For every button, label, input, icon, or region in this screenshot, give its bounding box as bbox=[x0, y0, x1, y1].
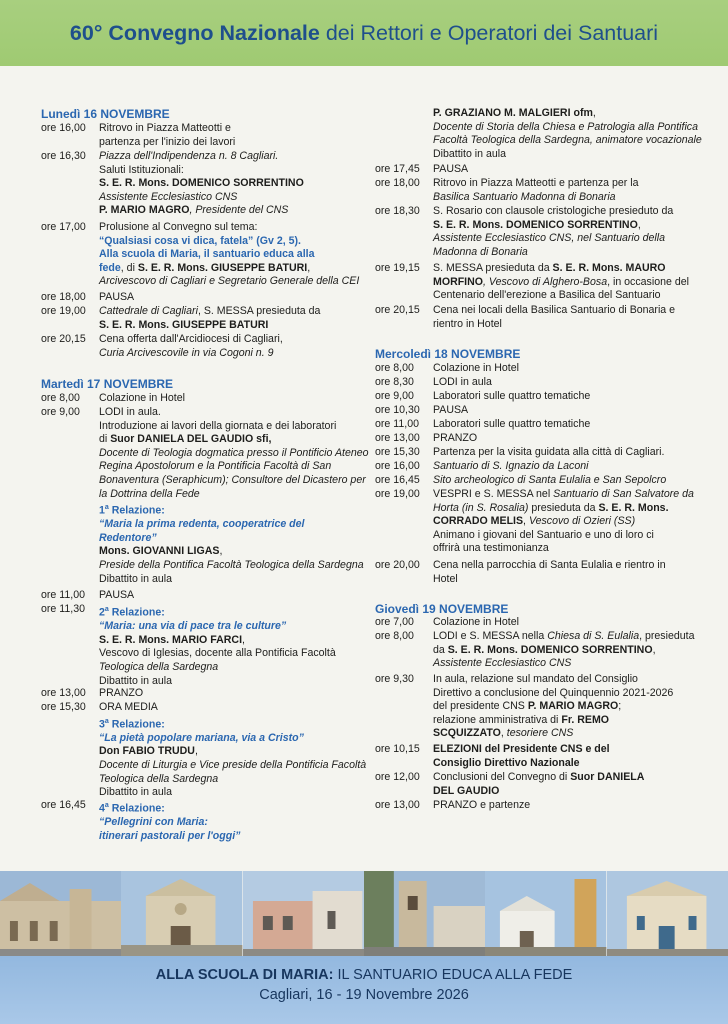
header-banner bbox=[0, 0, 728, 66]
schedule-entry: ore 10,30 PAUSA bbox=[375, 404, 469, 416]
day-heading: Lunedì 16 NOVEMBRE bbox=[41, 107, 170, 121]
schedule-entry: ore 18,30 S. Rosario con clausole cristologiche presieduto da S. E. R. Mons. DOMENICO SORRENTINO, Assistente Ecclesiastico CNS, nel Santuario della Madonna di Bonaria bbox=[375, 205, 674, 258]
schedule-entry: ore 8,00 Colazione in Hotel bbox=[375, 362, 519, 374]
schedule-entry: ore 17,45 PAUSA bbox=[375, 163, 469, 175]
schedule-entry: ore 11,00 PAUSA bbox=[41, 589, 135, 601]
day-heading: Mercoledì 18 NOVEMBRE bbox=[375, 347, 521, 361]
schedule-entry: P. GRAZIANO M. MALGIERI ofm, Docente di Storia della Chiesa e Patrologia alla Pontifica Facoltà Teologica della Sardegna, animatore vocazionale Dibattito in aula bbox=[433, 107, 702, 160]
schedule-entry: ore 7,00 Colazione in Hotel bbox=[375, 616, 519, 628]
schedule-entry: ore 9,00 LODI in aula. Introduzione ai lavori della giornata e dei laboratori di Suor DANIELA DEL GAUDIO sfi, Docente di Teologia dogmatica presso il Pontificio Ateneo Regina Apostolorum e la Pontificia Facoltà di San Bonaventura (Seraphicum); Consultore del Dicastero per la Dottrina della Fede 1$^a$ Relazione: “Maria la prima redenta, cooperatrice del Redentore” Mons. GIOVANNI LIGAS, Preside della Pontifica Facoltà Teologica della Sardegna Dibattito in aula bbox=[41, 406, 369, 585]
schedule-entry: ore 19,00 Cattedrale di Cagliari, S. MESSA presieduta da S. E. R. Mons. GIUSEPPE BATURI bbox=[41, 305, 321, 331]
schedule-entry: ore 15,30 Partenza per la visita guidata alla città di Cagliari. bbox=[375, 446, 665, 458]
santuario-photo bbox=[607, 871, 728, 956]
church-photo bbox=[243, 871, 364, 956]
schedule-entry: ore 12,00 Conclusioni del Convegno di Suor DANIELA DEL GAUDIO bbox=[375, 771, 645, 797]
schedule-entry: ore 19,00 VESPRI e S. MESSA nel Santuario di San Salvatore da Horta (in S. Rosalia) presieduta da S. E. R. Mons. CORRADO MELIS, Vescovo di Ozieri (SS) Animano i giovani del Santuario e uno di loro ci offrirà una testimonianza bbox=[375, 488, 694, 555]
schedule-entry: ore 11,30 2$^a$ Relazione: “Maria: una via di pace tra le culture” S. E. R. Mons. MARIO FARCI, Vescovo di Iglesias, docente alla Pontificia Facoltà Teologica della Sardegna Dibattito in aula bbox=[41, 603, 336, 687]
basilica-bonaria-photo bbox=[121, 871, 242, 956]
schedule-entry: ore 19,15 S. MESSA presieduta da S. E. R. Mons. MAURO MORFINO, Vescovo di Alghero-Bosa, in occasione del Centenario dell'erezione a Basilica del Santuario bbox=[375, 262, 689, 302]
sant-eulalia-photo bbox=[485, 871, 606, 956]
schedule-entry: ore 13,00 PRANZO bbox=[41, 687, 144, 699]
photo-strip bbox=[0, 871, 728, 956]
footer-theme: ALLA SCUOLA DI MARIA: IL SANTUARIO EDUCA ALLA FEDE bbox=[155, 967, 573, 983]
schedule-entry: ore 8,00 LODI e S. MESSA nella Chiesa di S. Eulalia, presieduta da S. E. R. Mons. DOMENICO SORRENTINO, Assistente Ecclesiastico CNS bbox=[375, 630, 695, 670]
schedule-entry: ore 16,00 Ritrovo in Piazza Matteotti e partenza per l'inizio dei lavori bbox=[41, 122, 236, 148]
schedule-entry: ore 16,45 Sito archeologico di Santa Eulalia e San Sepolcro bbox=[375, 474, 667, 486]
schedule-entry: ore 16,45 4$^a$ Relazione: “Pellegrini con Maria: itinerari pastorali per l'oggi” bbox=[41, 799, 241, 842]
schedule-entry: ore 15,30 ORA MEDIA 3$^a$ Relazione: “La pietà popolare mariana, via a Cristo” Don FABIO TRUDU, Docente di Liturgia e Vice preside della Pontificia Facoltà Teologica della Sardegna Dibattito in aula bbox=[41, 701, 367, 799]
schedule-entry: ore 18,00 PAUSA bbox=[41, 291, 135, 303]
schedule-entry: ore 20,15 Cena nei locali della Basilica Santuario di Bonaria e rientro in Hotel bbox=[375, 304, 676, 330]
schedule-entry: ore 13,00 PRANZO e partenze bbox=[375, 799, 531, 811]
schedule-entry: ore 8,00 Colazione in Hotel bbox=[41, 392, 185, 404]
cathedral-photo bbox=[0, 871, 121, 956]
schedule-entry: ore 8,30 LODI in aula bbox=[375, 376, 492, 388]
schedule-entry: ore 9,00 Laboratori sulle quattro tematiche bbox=[375, 390, 591, 402]
schedule-entry: ore 18,00 Ritrovo in Piazza Matteotti e partenza per la Basilica Santuario Madonna di Bonaria bbox=[375, 177, 639, 203]
day-heading: Martedì 17 NOVEMBRE bbox=[41, 377, 174, 391]
page-title: 60° Convegno Nazionale dei Rettori e Operatori dei Santuari bbox=[69, 20, 659, 45]
footer-banner bbox=[0, 956, 728, 1024]
schedule-entry: ore 9,30 In aula, relazione sul mandato del Consiglio Direttivo a conclusione del Quinquennio 2021-2026 del presidente CNS P. MARIO MAGRO; relazione amministrativa di Fr. REMO SCQUIZZATO, tesoriere CNS bbox=[375, 673, 674, 740]
schedule-entry: ore 20,00 Cena nella parrocchia di Santa Eulalia e rientro in Hotel bbox=[375, 559, 666, 585]
schedule-entry: ore 16,00 Santuario di S. Ignazio da Laconi bbox=[375, 460, 589, 472]
schedule-entry: ore 17,00 Prolusione al Convegno sul tema: “Qualsiasi cosa vi dica, fatela” (Gv 2, 5). Alla scuola di Maria, il santuario educa alla fede, di S. E. R. Mons. GIUSEPPE BATURI, Arcivescovo di Cagliari e Segretario Generale della CEI bbox=[41, 221, 360, 288]
schedule-entry: ore 11,00 Laboratori sulle quattro tematiche bbox=[375, 418, 591, 430]
schedule-entry: ore 13,00 PRANZO bbox=[375, 432, 478, 444]
schedule-entry: ore 10,15 ELEZIONI del Presidente CNS e del Consiglio Direttivo Nazionale bbox=[375, 743, 610, 769]
bell-tower-photo bbox=[364, 871, 485, 956]
footer-dates: Cagliari, 16 - 19 Novembre 2026 bbox=[259, 987, 469, 1003]
day-heading: Giovedì 19 NOVEMBRE bbox=[375, 602, 509, 616]
schedule-entry: ore 20,15 Cena offerta dall'Arcidiocesi di Cagliari, Curia Arcivescovile in via Cogoni n. 9 bbox=[41, 333, 283, 359]
schedule-entry: ore 16,30 Piazza dell'Indipendenza n. 8 Cagliari. Saluti Istituzionali: S. E. R. Mons. DOMENICO SORRENTINO Assistente Ecclesiastico CNS P. MARIO MAGRO, Presidente del CNS bbox=[41, 150, 304, 217]
